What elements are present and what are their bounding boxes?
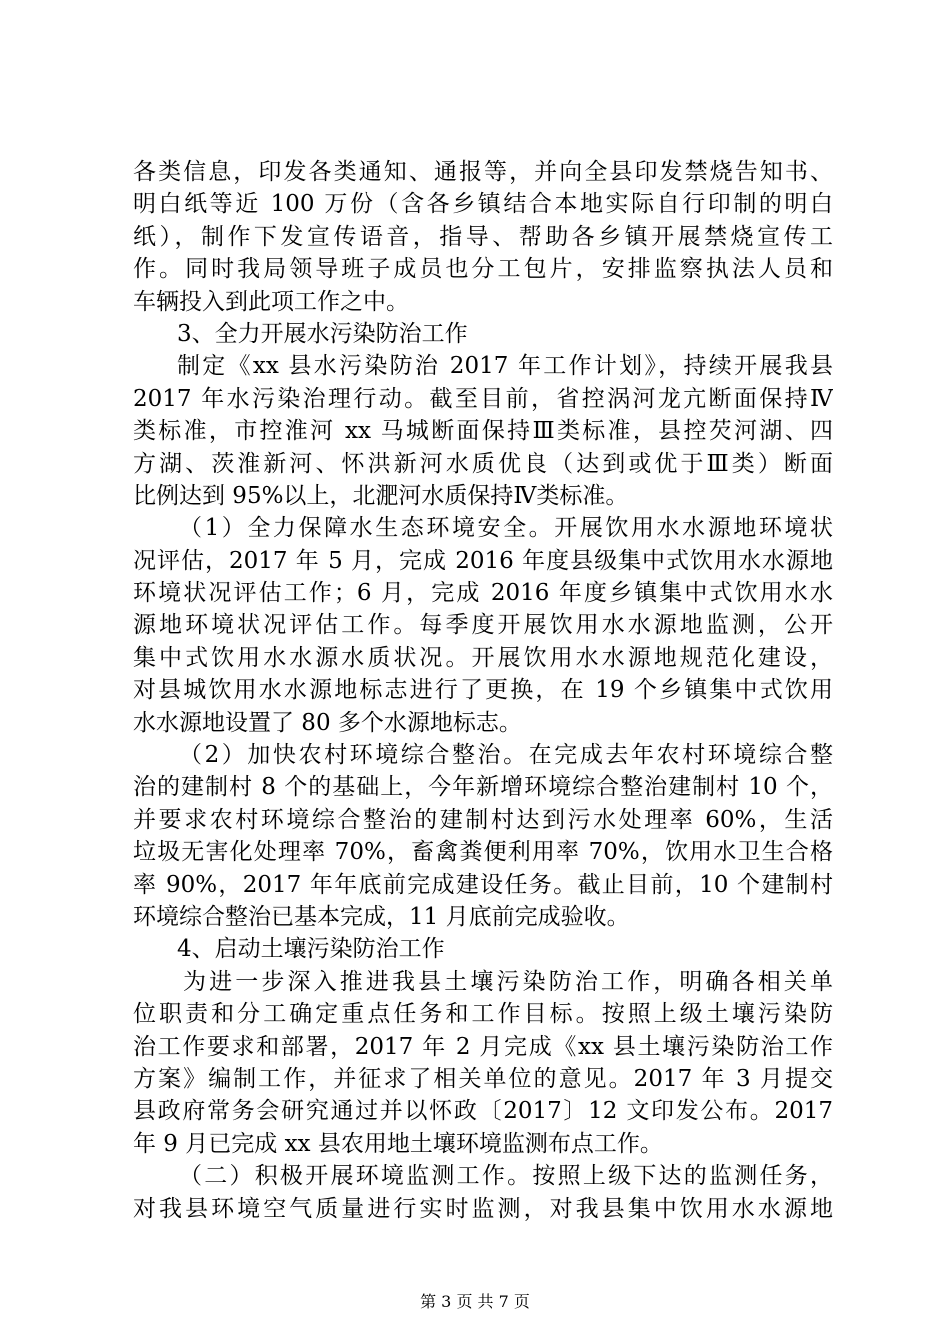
text-line: 水水源地设置了 80 多个水源地标志。 <box>133 709 522 736</box>
text-line: 率 90%，2017 年年底前完成建设任务。截止目前，10 个建制村 <box>133 871 833 898</box>
text-line: 2017 年水污染治理行动。截至目前，省控涡河龙亢断面保持Ⅳ <box>133 385 833 412</box>
text-line: 况评估，2017 年 5 月，完成 2016 年度县级集中式饮用水水源地 <box>133 547 833 574</box>
text-line: 明白纸等近 100 万份（含各乡镇结合本地实际自行印制的明白 <box>133 191 833 218</box>
text-line: 为进一步深入推进我县土壤污染防治工作，明确各相关单 <box>183 968 833 995</box>
text-line: 车辆投入到此项工作之中。 <box>133 288 409 315</box>
text-line: （二）积极开展环境监测工作。按照上级下达的监测任务， <box>179 1163 833 1190</box>
text-line: 比例达到 95%以上，北淝河水质保持Ⅳ类标准。 <box>133 482 629 509</box>
text-line: （1）全力保障水生态环境安全。开展饮用水水源地环境状 <box>179 515 833 542</box>
text-line: 对我县环境空气质量进行实时监测，对我县集中饮用水水源地 <box>133 1195 833 1222</box>
text-line: 制定《xx 县水污染防治 2017 年工作计划》，持续开展我县 <box>177 353 833 380</box>
text-line: 集中式饮用水水源水质状况。开展饮用水水源地规范化建设， <box>133 644 833 671</box>
text-line: 并要求农村环境综合整治的建制村达到污水处理率 60%，生活 <box>133 806 833 833</box>
text-line: 对县城饮用水水源地标志进行了更换，在 19 个乡镇集中式饮用 <box>133 677 833 704</box>
text-line: 纸），制作下发宣传语音，指导、帮助各乡镇开展禁烧宣传工 <box>133 223 833 250</box>
text-line: 作。同时我局领导班子成员也分工包片，安排监察执法人员和 <box>133 256 833 283</box>
text-line: 年 9 月已完成 xx 县农用地土壤环境监测布点工作。 <box>133 1130 663 1157</box>
section-heading: 4、启动土壤污染防治工作 <box>177 936 445 963</box>
text-line: 方案》编制工作，并征求了相关单位的意见。2017 年 3 月提交 <box>133 1065 833 1092</box>
text-line: 各类信息，印发各类通知、通报等，并向全县印发禁烧告知书、 <box>133 159 833 185</box>
text-line: 治工作要求和部署，2017 年 2 月完成《xx 县土壤污染防治工作 <box>133 1033 833 1060</box>
section-heading: 3、全力开展水污染防治工作 <box>177 320 468 347</box>
text-line: 治的建制村 8 个的基础上，今年新增环境综合整治建制村 10 个， <box>133 774 833 801</box>
text-line: 垃圾无害化处理率 70%，畜禽粪便利用率 70%，饮用水卫生合格 <box>133 839 833 866</box>
page-number: 第 3 页 共 7 页 <box>420 1292 530 1311</box>
text-line: 类标准，市控淮河 xx 马城断面保持Ⅲ类标准，县控芡河湖、四 <box>133 418 833 445</box>
text-line: 位职责和分工确定重点任务和工作目标。按照上级土壤污染防 <box>133 1001 833 1028</box>
text-line: 环境状况评估工作；6 月，完成 2016 年度乡镇集中式饮用水水 <box>133 580 833 607</box>
text-line: 环境综合整治已基本完成，11 月底前完成验收。 <box>133 903 630 930</box>
text-line: （2）加快农村环境综合整治。在完成去年农村环境综合整 <box>179 742 833 769</box>
text-line: 源地环境状况评估工作。每季度开展饮用水水源地监测，公开 <box>133 612 833 639</box>
document-body <box>133 156 833 1225</box>
text-line: 方湖、茨淮新河、怀洪新河水质优良（达到或优于Ⅲ类）断面 <box>133 450 833 477</box>
text-line: 县政府常务会研究通过并以怀政〔2017〕12 文印发公布。2017 <box>133 1098 833 1125</box>
